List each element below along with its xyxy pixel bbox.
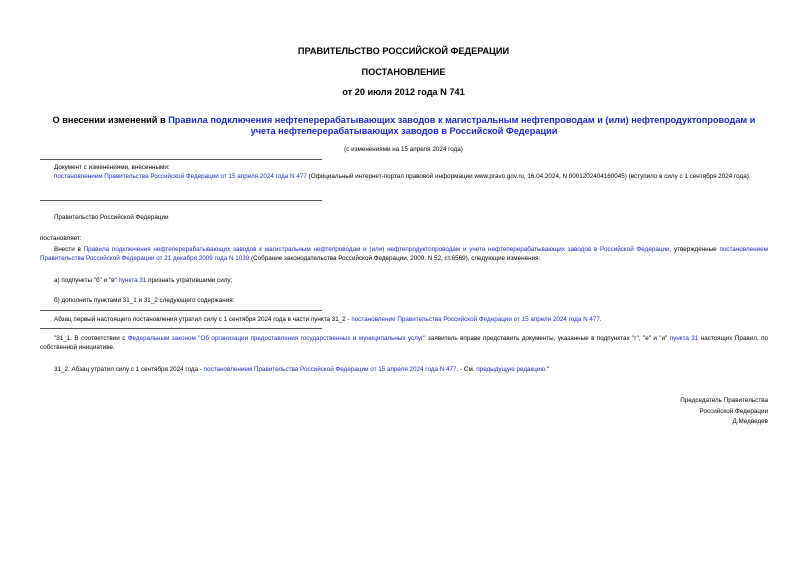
note-divider-bottom (40, 328, 322, 329)
changes-intro: Документ с изменениями, внесенными: (54, 164, 170, 171)
p1-text-c: (Собрание законодательства Российской Федерации, 2009, N 52, ст.6569), следующие изменения: (249, 254, 541, 262)
p4-point-31-link[interactable]: пункта 31 (669, 335, 699, 342)
document-type: ПОСТАНОВЛЕНИЕ (361, 67, 446, 77)
note-decree-477-link[interactable]: постановление Правительства Российской Федерации от 15 апреля 2024 года N 477 (351, 316, 600, 323)
p4-text-b: заявитель вправе представить документы, указанные в подпунктах "г", "е" и "и" (425, 335, 670, 342)
p2-point-31-link[interactable]: пункта 31 (118, 277, 147, 284)
signature-block (500, 397, 768, 427)
note-text-b: . (599, 316, 602, 323)
paragraph-2 (54, 277, 232, 286)
paragraph-31-1 (40, 335, 768, 352)
document-title (40, 115, 768, 137)
paragraph-1 (40, 246, 768, 263)
document-date-number: от 20 июля 2012 года N 741 (342, 87, 465, 97)
p1-decree-1039-link[interactable]: постановлением Правительства Российской Федерации от 21 декабря 2009 года N 1039 (40, 246, 768, 262)
paragraph-3: б) дополнить пунктами 31_1 и 31_2 следующего содержания: (54, 297, 235, 304)
changes-block (40, 164, 768, 181)
divider-bottom (40, 200, 322, 201)
changes-rest: (Официальный интернет-портал правовой информации www.pravo.gov.ru, 16.04.2024, N 0001202404160045) (вступило в силу с 1 сентября 2024 года). (306, 172, 751, 180)
p4-text-a: "31_1. В соответствии с (54, 335, 128, 342)
title-rules-link[interactable]: Правила подключения нефтеперерабатывающих заводов к магистральным нефтепроводам и (или) нефтепродуктопроводам и учета нефтеперерабатывающих заводов в Российской Федерации (168, 115, 756, 136)
p2-text-b: признать утратившими силу; (146, 277, 233, 284)
changes-decree-link[interactable]: постановлением Правительства Российской Федерации от 15 апреля 2024 года N 477 (54, 172, 307, 180)
federal-law-link[interactable]: Федеральным законом "Об организации предоставления государственных и муниципальных услуг" (127, 335, 426, 342)
changes-text (40, 173, 768, 182)
p1-text-a: Внести в (54, 246, 84, 253)
divider-top (40, 159, 322, 160)
repeal-note (54, 316, 602, 325)
p5-text-b: . - См. (456, 366, 477, 373)
p4-text-c: настоящих Правил, по собственной инициативе. (40, 335, 768, 351)
body-government: Правительство Российской Федерации (54, 214, 169, 221)
previous-edition-link[interactable]: предыдущую редакцию (476, 366, 546, 373)
signature-position: Председатель Правительства (680, 397, 768, 404)
note-divider-top (40, 310, 322, 311)
revision-note: (с изменениями на 15 апреля 2024 года) (344, 146, 463, 153)
title-prefix: О внесении изменений в (52, 115, 169, 125)
body-decrees: постановляет: (40, 235, 82, 242)
government-heading: ПРАВИТЕЛЬСТВО РОССИЙСКОЙ ФЕДЕРАЦИИ (297, 46, 510, 56)
p5-text-a: 31_2. Абзац утратил силу с 1 сентября 2024 года - (54, 366, 204, 373)
paragraph-31-2 (54, 366, 549, 375)
p1-rules-link[interactable]: Правила подключения нефтеперерабатывающих заводов к магистральным нефтепроводам и (или) нефтепродуктопроводам и учета нефтеперерабатывающих заводов в Российской Федерации (83, 246, 670, 253)
p1-text-b: , утвержденные (669, 246, 720, 253)
signature-country: Российской Федерации (699, 407, 768, 415)
signature-name: Д.Медведев (732, 418, 768, 426)
note-text-a: Абзац первый настоящего постановления утратил силу с 1 сентября 2024 года в части пункта 31_2 - (54, 316, 352, 323)
p5-text-c: ." (545, 366, 550, 373)
p2-text-a: а) подпункты "б" и "в" (54, 277, 119, 284)
p5-decree-477-link[interactable]: постановлением Правительства Российской Федерации от 15 апреля 2024 года N 477 (203, 366, 457, 373)
